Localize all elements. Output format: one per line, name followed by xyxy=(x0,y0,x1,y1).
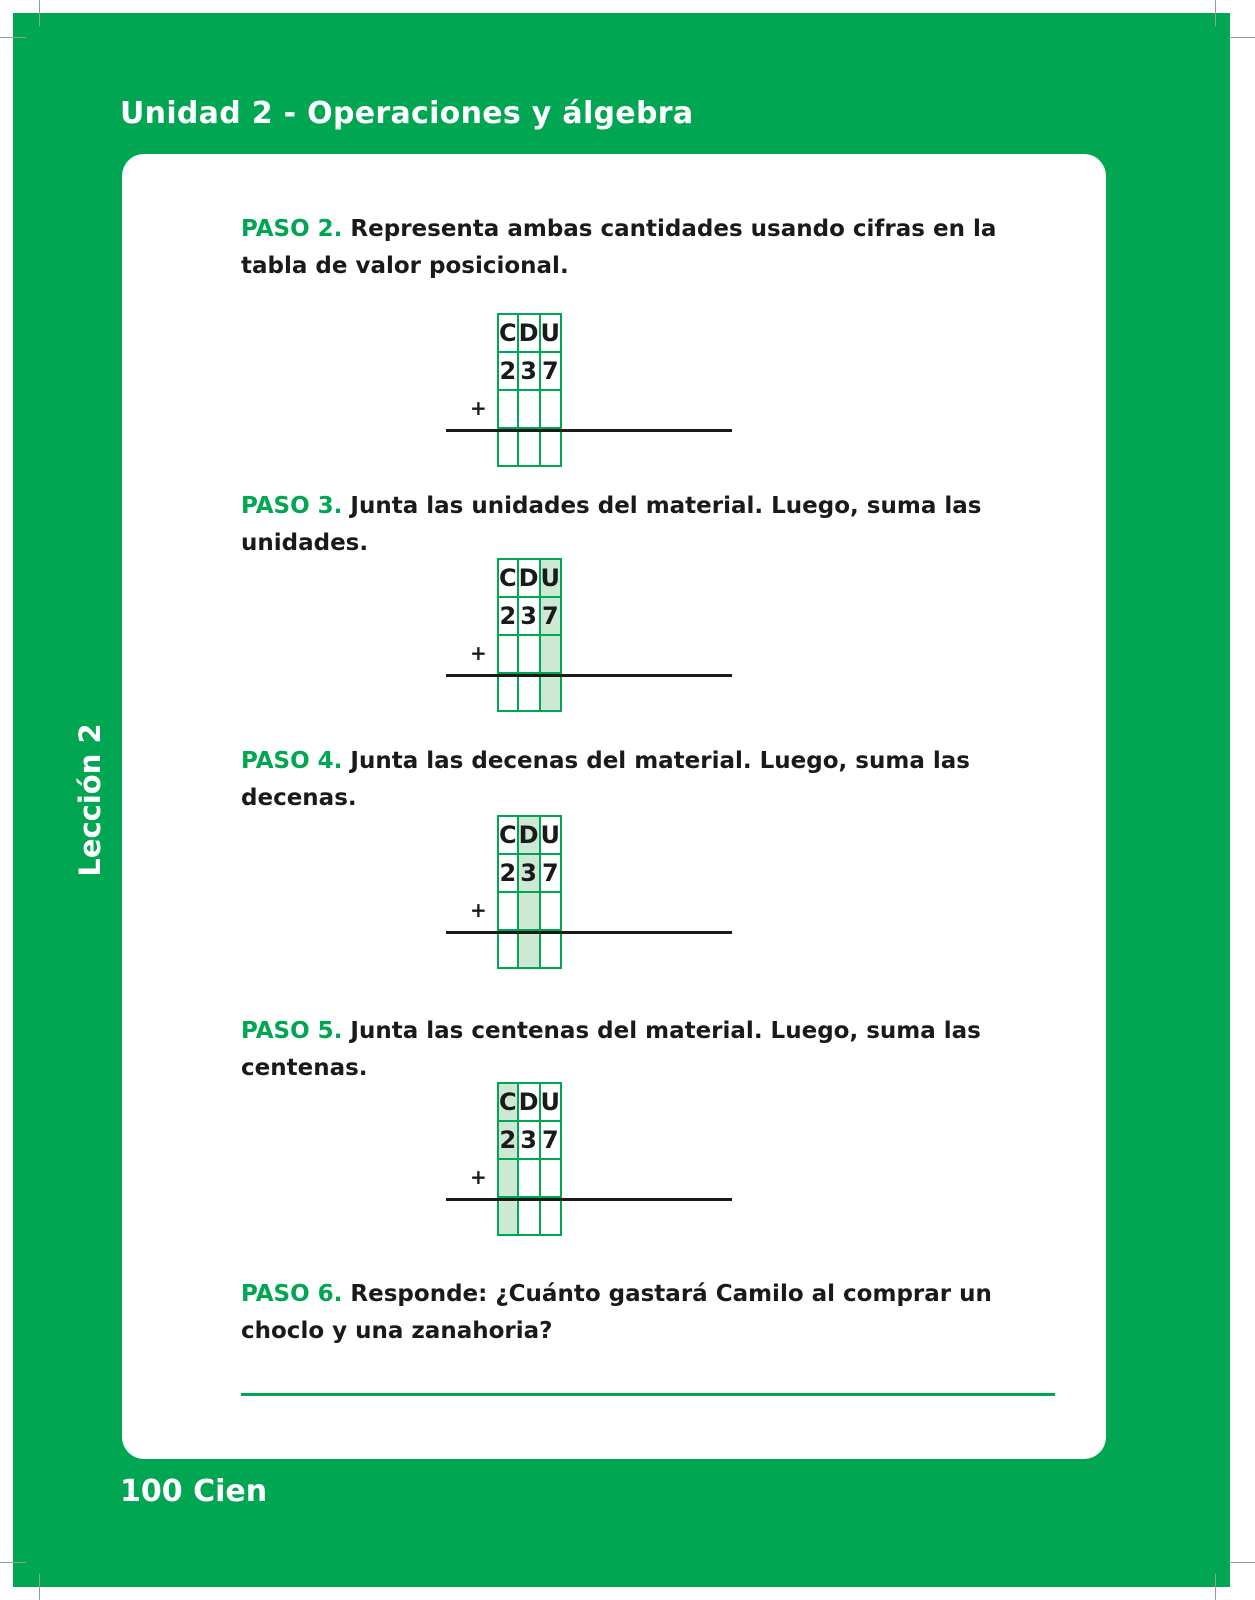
step-3-tag: PASO 3. xyxy=(241,493,343,519)
crop-mark xyxy=(39,1574,40,1600)
step-6-tag: PASO 6. xyxy=(241,1281,343,1307)
cell-d: 3 xyxy=(518,854,540,892)
header-d: D xyxy=(518,1083,540,1121)
step-3-text: Junta las unidades del material. Luego, suma las unidades. xyxy=(241,493,982,556)
blank-cell-d[interactable] xyxy=(518,892,540,930)
crop-mark xyxy=(1215,0,1216,26)
plus-sign: + xyxy=(470,396,487,420)
step-5-instruction xyxy=(241,1013,1041,1087)
header-c: C xyxy=(498,1083,518,1121)
step-2-tag: PASO 2. xyxy=(241,216,343,242)
blank-cell-u[interactable] xyxy=(540,635,562,673)
table-row xyxy=(498,352,561,390)
table-row-result xyxy=(498,673,561,711)
step-2-text: Representa ambas cantidades usando cifras en la tabla de valor posicional. xyxy=(241,216,997,279)
result-cell-d[interactable] xyxy=(518,673,540,711)
crop-mark xyxy=(0,1562,26,1563)
blank-cell-c[interactable] xyxy=(498,1159,518,1197)
cell-c: 2 xyxy=(498,352,518,390)
table-row-result xyxy=(498,428,561,466)
plus-sign: + xyxy=(470,1165,487,1189)
table-row-blank xyxy=(498,892,561,930)
cell-c: 2 xyxy=(498,1121,518,1159)
answer-line[interactable] xyxy=(241,1393,1055,1396)
table-row xyxy=(498,597,561,635)
blank-cell-d[interactable] xyxy=(518,1159,540,1197)
step-5-text: Junta las centenas del material. Luego, suma las centenas. xyxy=(241,1018,981,1081)
cell-d: 3 xyxy=(518,1121,540,1159)
result-cell-c[interactable] xyxy=(498,428,518,466)
cell-c: 2 xyxy=(498,854,518,892)
header-c: C xyxy=(498,816,518,854)
crop-mark xyxy=(1229,1562,1255,1563)
result-cell-u[interactable] xyxy=(540,428,562,466)
step-4-text: Junta las decenas del material. Luego, suma las decenas. xyxy=(241,748,970,811)
blank-cell-d[interactable] xyxy=(518,390,540,428)
table-row-result xyxy=(498,1197,561,1235)
step-4-tag: PASO 4. xyxy=(241,748,343,774)
header-u: U xyxy=(540,1083,562,1121)
result-cell-c[interactable] xyxy=(498,930,518,968)
lesson-label: Lección 2 xyxy=(73,723,107,877)
result-cell-c[interactable] xyxy=(498,673,518,711)
blank-cell-d[interactable] xyxy=(518,635,540,673)
table-row-blank xyxy=(498,390,561,428)
header-d: D xyxy=(518,314,540,352)
cell-c: 2 xyxy=(498,597,518,635)
blank-cell-u[interactable] xyxy=(540,1159,562,1197)
result-cell-u[interactable] xyxy=(540,930,562,968)
header-c: C xyxy=(498,314,518,352)
blank-cell-c[interactable] xyxy=(498,390,518,428)
header-u: U xyxy=(540,559,562,597)
table-header-row xyxy=(498,816,561,854)
cell-d: 3 xyxy=(518,352,540,390)
plus-sign: + xyxy=(470,898,487,922)
cell-d: 3 xyxy=(518,597,540,635)
step-6-text: Responde: ¿Cuánto gastará Camilo al comprar un choclo y una zanahoria? xyxy=(241,1281,992,1344)
crop-mark xyxy=(1229,37,1255,38)
cell-u: 7 xyxy=(540,597,562,635)
step-2-instruction xyxy=(241,211,1041,285)
unit-title: Unidad 2 - Operaciones y álgebra xyxy=(120,96,694,131)
blank-cell-c[interactable] xyxy=(498,892,518,930)
table-row-blank xyxy=(498,635,561,673)
step-5-tag: PASO 5. xyxy=(241,1018,343,1044)
page-number: 100 Cien xyxy=(120,1474,268,1509)
blank-cell-u[interactable] xyxy=(540,390,562,428)
blank-cell-c[interactable] xyxy=(498,635,518,673)
table-header-row xyxy=(498,314,561,352)
table-header-row xyxy=(498,1083,561,1121)
header-u: U xyxy=(540,816,562,854)
sum-line xyxy=(446,931,732,934)
cell-u: 7 xyxy=(540,854,562,892)
blank-cell-u[interactable] xyxy=(540,892,562,930)
result-cell-c[interactable] xyxy=(498,1197,518,1235)
table-header-row xyxy=(498,559,561,597)
plus-sign: + xyxy=(470,641,487,665)
header-d: D xyxy=(518,559,540,597)
sum-line xyxy=(446,1198,732,1201)
header-d: D xyxy=(518,816,540,854)
sum-line xyxy=(446,674,732,677)
sum-line xyxy=(446,429,732,432)
table-row xyxy=(498,1121,561,1159)
result-cell-d[interactable] xyxy=(518,428,540,466)
table-row xyxy=(498,854,561,892)
result-cell-u[interactable] xyxy=(540,1197,562,1235)
header-u: U xyxy=(540,314,562,352)
result-cell-u[interactable] xyxy=(540,673,562,711)
step-6-instruction xyxy=(241,1276,1041,1350)
step-4-instruction xyxy=(241,743,1041,817)
crop-mark xyxy=(39,0,40,26)
result-cell-d[interactable] xyxy=(518,1197,540,1235)
table-row-result xyxy=(498,930,561,968)
result-cell-d[interactable] xyxy=(518,930,540,968)
step-3-instruction xyxy=(241,488,1041,562)
crop-mark xyxy=(0,37,26,38)
cell-u: 7 xyxy=(540,1121,562,1159)
table-row-blank xyxy=(498,1159,561,1197)
header-c: C xyxy=(498,559,518,597)
cell-u: 7 xyxy=(540,352,562,390)
crop-mark xyxy=(1215,1574,1216,1600)
